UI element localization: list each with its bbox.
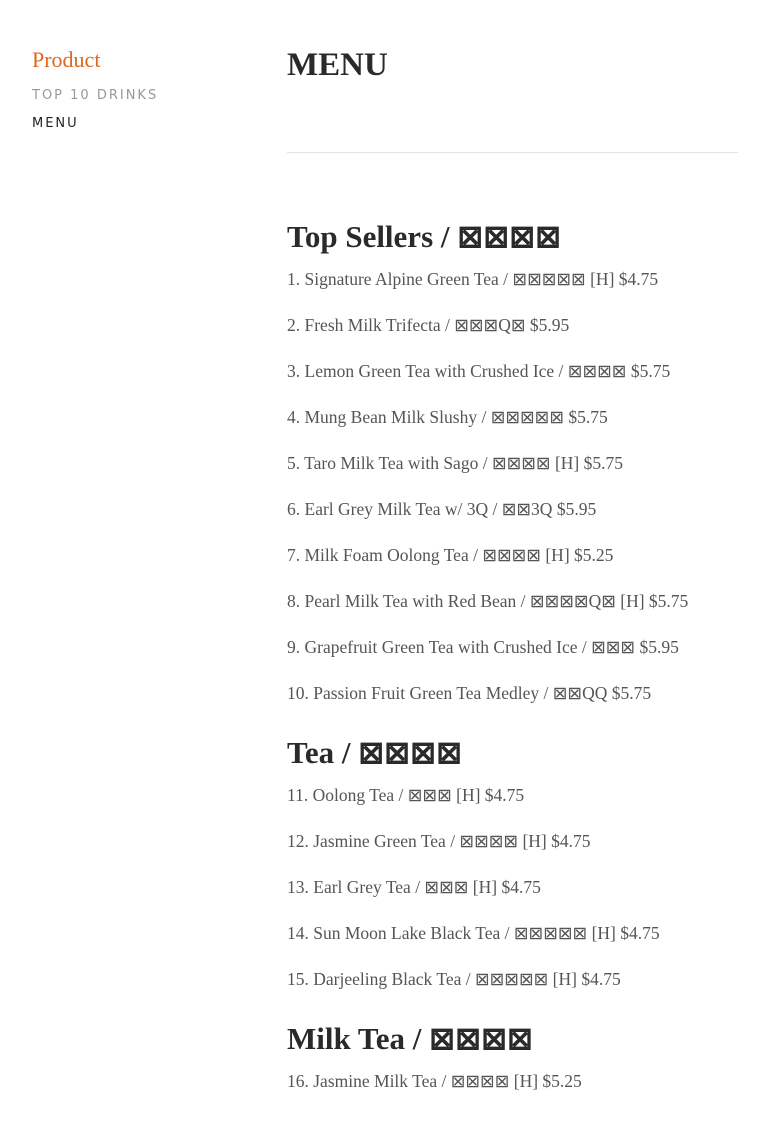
menu-item: 3. Lemon Green Tea with Crushed Ice / ⊠⊠⊠⊠ $5.75 <box>287 361 671 381</box>
main-content <box>287 42 738 1093</box>
section-title-milk-tea: Milk Tea / ⊠⊠⊠⊠ <box>287 1021 534 1056</box>
menu-item: 11. Oolong Tea / ⊠⊠⊠ [H] $4.75 <box>287 785 525 805</box>
menu-item: 7. Milk Foam Oolong Tea / ⊠⊠⊠⊠ [H] $5.25 <box>287 545 614 565</box>
menu-item: 5. Taro Milk Tea with Sago / ⊠⊠⊠⊠ [H] $5.75 <box>287 453 624 473</box>
menu-item: 4. Mung Bean Milk Slushy / ⊠⊠⊠⊠⊠ $5.75 <box>287 407 608 427</box>
section-milk-tea <box>287 1019 738 1093</box>
nav-link-top-10-drinks[interactable]: TOP 10 DRINKS <box>32 88 159 103</box>
menu-item: 8. Pearl Milk Tea with Red Bean / ⊠⊠⊠⊠Q⊠ [H] $5.75 <box>287 591 689 611</box>
nav-link-menu[interactable]: MENU <box>32 116 79 131</box>
section-title-tea: Tea / ⊠⊠⊠⊠ <box>287 735 463 770</box>
menu-item: 12. Jasmine Green Tea / ⊠⊠⊠⊠ [H] $4.75 <box>287 831 591 851</box>
menu-item: 13. Earl Grey Tea / ⊠⊠⊠ [H] $4.75 <box>287 877 541 897</box>
sidebar <box>32 46 252 138</box>
page-title: MENU <box>287 47 388 83</box>
section-top-sellers <box>287 217 738 705</box>
menu-list-milk-tea <box>287 1069 738 1093</box>
section-title-top-sellers: Top Sellers / ⊠⊠⊠⊠ <box>287 219 562 254</box>
menu-item: 1. Signature Alpine Green Tea / ⊠⊠⊠⊠⊠ [H] $4.75 <box>287 269 659 289</box>
menu-item: 14. Sun Moon Lake Black Tea / ⊠⊠⊠⊠⊠ [H] $4.75 <box>287 923 660 943</box>
menu-item: 6. Earl Grey Milk Tea w/ 3Q / ⊠⊠3Q $5.95 <box>287 499 597 519</box>
menu-item: 15. Darjeeling Black Tea / ⊠⊠⊠⊠⊠ [H] $4.75 <box>287 969 621 989</box>
menu-list-top-sellers <box>287 267 738 705</box>
menu-list-tea <box>287 783 738 991</box>
menu-item: 16. Jasmine Milk Tea / ⊠⊠⊠⊠ [H] $5.25 <box>287 1071 582 1091</box>
menu-item: 10. Passion Fruit Green Tea Medley / ⊠⊠QQ $5.75 <box>287 683 652 703</box>
menu-item: 2. Fresh Milk Trifecta / ⊠⊠⊠Q⊠ $5.95 <box>287 315 570 335</box>
menu-item: 9. Grapefruit Green Tea with Crushed Ice / ⊠⊠⊠ $5.95 <box>287 637 679 657</box>
section-tea <box>287 733 738 991</box>
brand-link[interactable]: Product <box>32 47 101 72</box>
title-divider <box>287 152 738 153</box>
